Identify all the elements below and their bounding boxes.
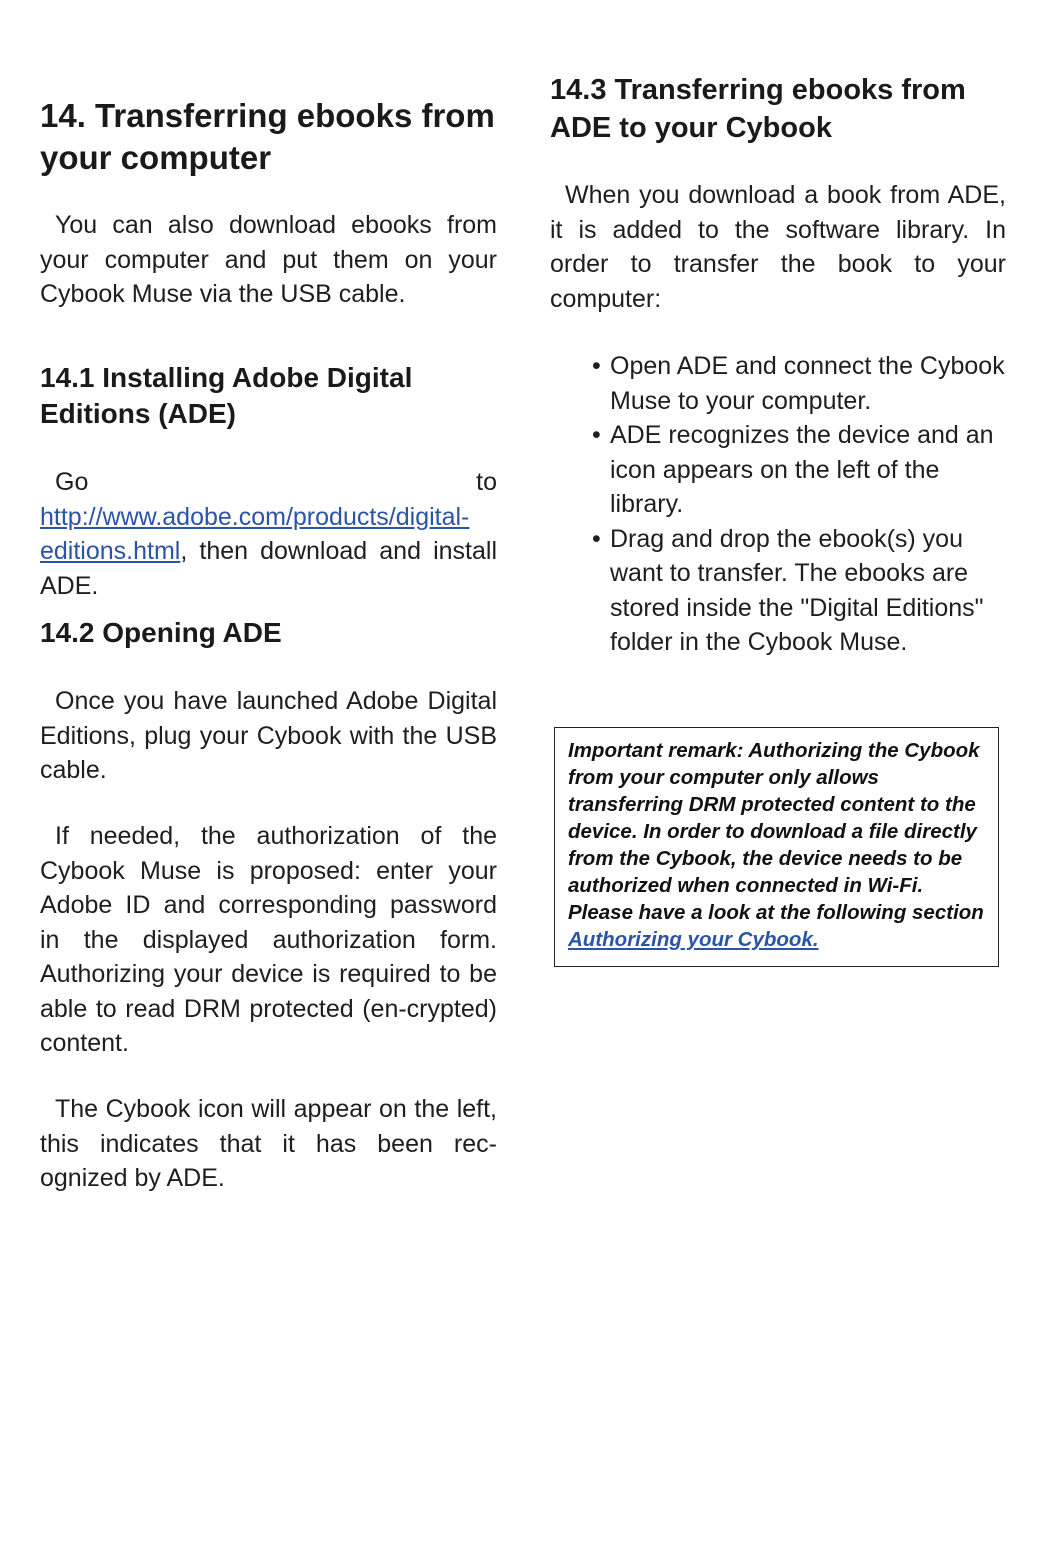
transfer-intro-paragraph: When you download a book from ADE, it is added to the software library. In order to transfer the book to your computer: [550, 181, 1006, 313]
section-heading-transferring-from-ade: 14.3 Transferring ebooks from ADE to your Cybook [550, 74, 966, 144]
opening-paragraph-2: If needed, the authorization of the Cybook Muse is proposed: enter your Adobe ID and corresponding password in the displayed authorization form. Authorizing your device is required to be able to read DRM protected (en-crypted) content. [40, 822, 497, 1057]
opening-paragraph-1: Once you have launched Adobe Digital Editions, plug your Cybook with the USB cable. [40, 687, 497, 784]
list-item: • Drag and drop the ebook(s) you want to transfer. The ebooks are stored inside the "Digital Editions" folder in the Cybook Muse. [590, 522, 1010, 660]
bullet-icon: • [592, 524, 601, 553]
opening-paragraph-3: The Cybook icon will appear on the left, this indicates that it has been rec-ognized by ADE. [40, 1095, 497, 1192]
bullet-icon: • [592, 421, 601, 449]
bullet-icon: • [592, 352, 601, 380]
chapter-heading: 14. Transferring ebooks from your computer [40, 97, 495, 176]
section-heading-installing-ade: 14.1 Installing Adobe Digital Editions (ADE) [40, 362, 413, 429]
section-heading-opening-ade: 14.2 Opening ADE [40, 617, 282, 648]
authorizing-cybook-link[interactable]: Authorizing your Cybook. [568, 928, 819, 951]
install-paragraph: Go to http://www.adobe.com/products/digital-editions.html, then download and install ADE. [40, 468, 497, 600]
adobe-download-link[interactable]: http://www.adobe.com/products/digital-editions.html [40, 502, 470, 565]
important-remark-box: Important remark: Authorizing the Cybook from your computer only allows transferring DRM protected content to the device. In order to download a file directly from the Cybook, the device needs to be authorized when connected in Wi-Fi. Please have a look at the following section Authorizing your Cybook. [554, 727, 999, 967]
intro-paragraph: You can also download ebooks from your computer and put them on your Cybook Muse via the USB cable. [40, 211, 497, 308]
list-item: • Open ADE and connect the Cybook Muse to your computer. [590, 349, 1010, 418]
list-item: • ADE recognizes the device and an icon appears on the left of the library. [590, 418, 1010, 522]
transfer-steps-list [590, 349, 1010, 660]
